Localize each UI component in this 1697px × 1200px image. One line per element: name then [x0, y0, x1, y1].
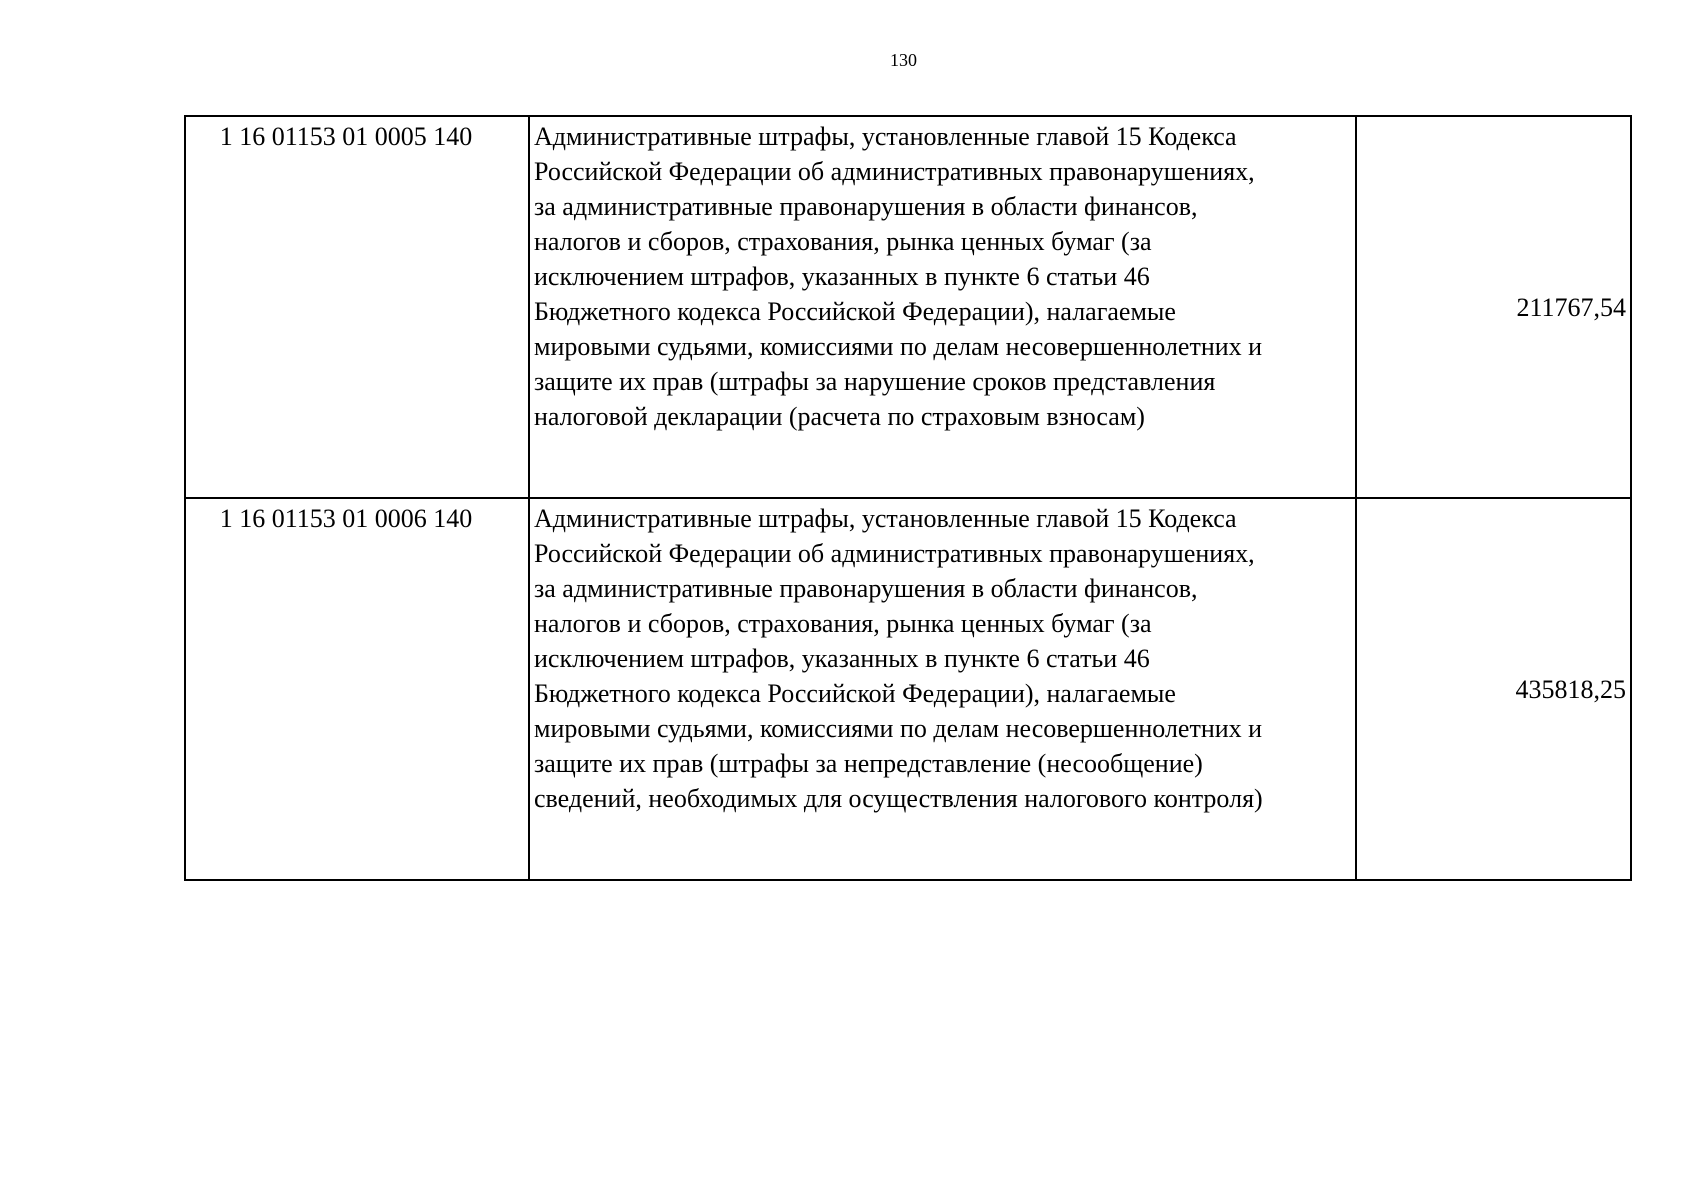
description-cell: Административные штрафы, установленные главой 15 Кодекса Российской Федерации об административных правонарушениях, за административные правонарушения в области финансов, налогов и сборов, страхования, рынка ценных бумаг (за исключением штрафов, указанных в пункте 6 статьи 46 Бюджетного кодекса Российской Федерации), налагаемые мировыми судьями, комиссиями по делам несовершеннолетних и защите их прав (штрафы за нарушение сроков представления налоговой декларации (расчета по страховым взносам) [529, 116, 1356, 498]
page-number: 130 [890, 50, 917, 70]
table-row [185, 498, 1631, 880]
budget-code-cell [185, 116, 529, 498]
budget-code: 1 16 01153 01 0005 140 [219, 122, 473, 151]
amount-cell: 211767,54 [1356, 116, 1631, 498]
budget-code-cell [185, 498, 529, 880]
budget-code: 1 16 01153 01 0006 140 [219, 504, 473, 533]
amount-cell: 435818,25 [1356, 498, 1631, 880]
table-row [185, 116, 1631, 498]
budget-revenue-table [184, 115, 1632, 881]
description-cell: Административные штрафы, установленные главой 15 Кодекса Российской Федерации об административных правонарушениях, за административные правонарушения в области финансов, налогов и сборов, страхования, рынка ценных бумаг (за исключением штрафов, указанных в пункте 6 статьи 46 Бюджетного кодекса Российской Федерации), налагаемые мировыми судьями, комиссиями по делам несовершеннолетних и защите их прав (штрафы за непредставление (несообщение) сведений, необходимых для осуществления налогового контроля) [529, 498, 1356, 880]
